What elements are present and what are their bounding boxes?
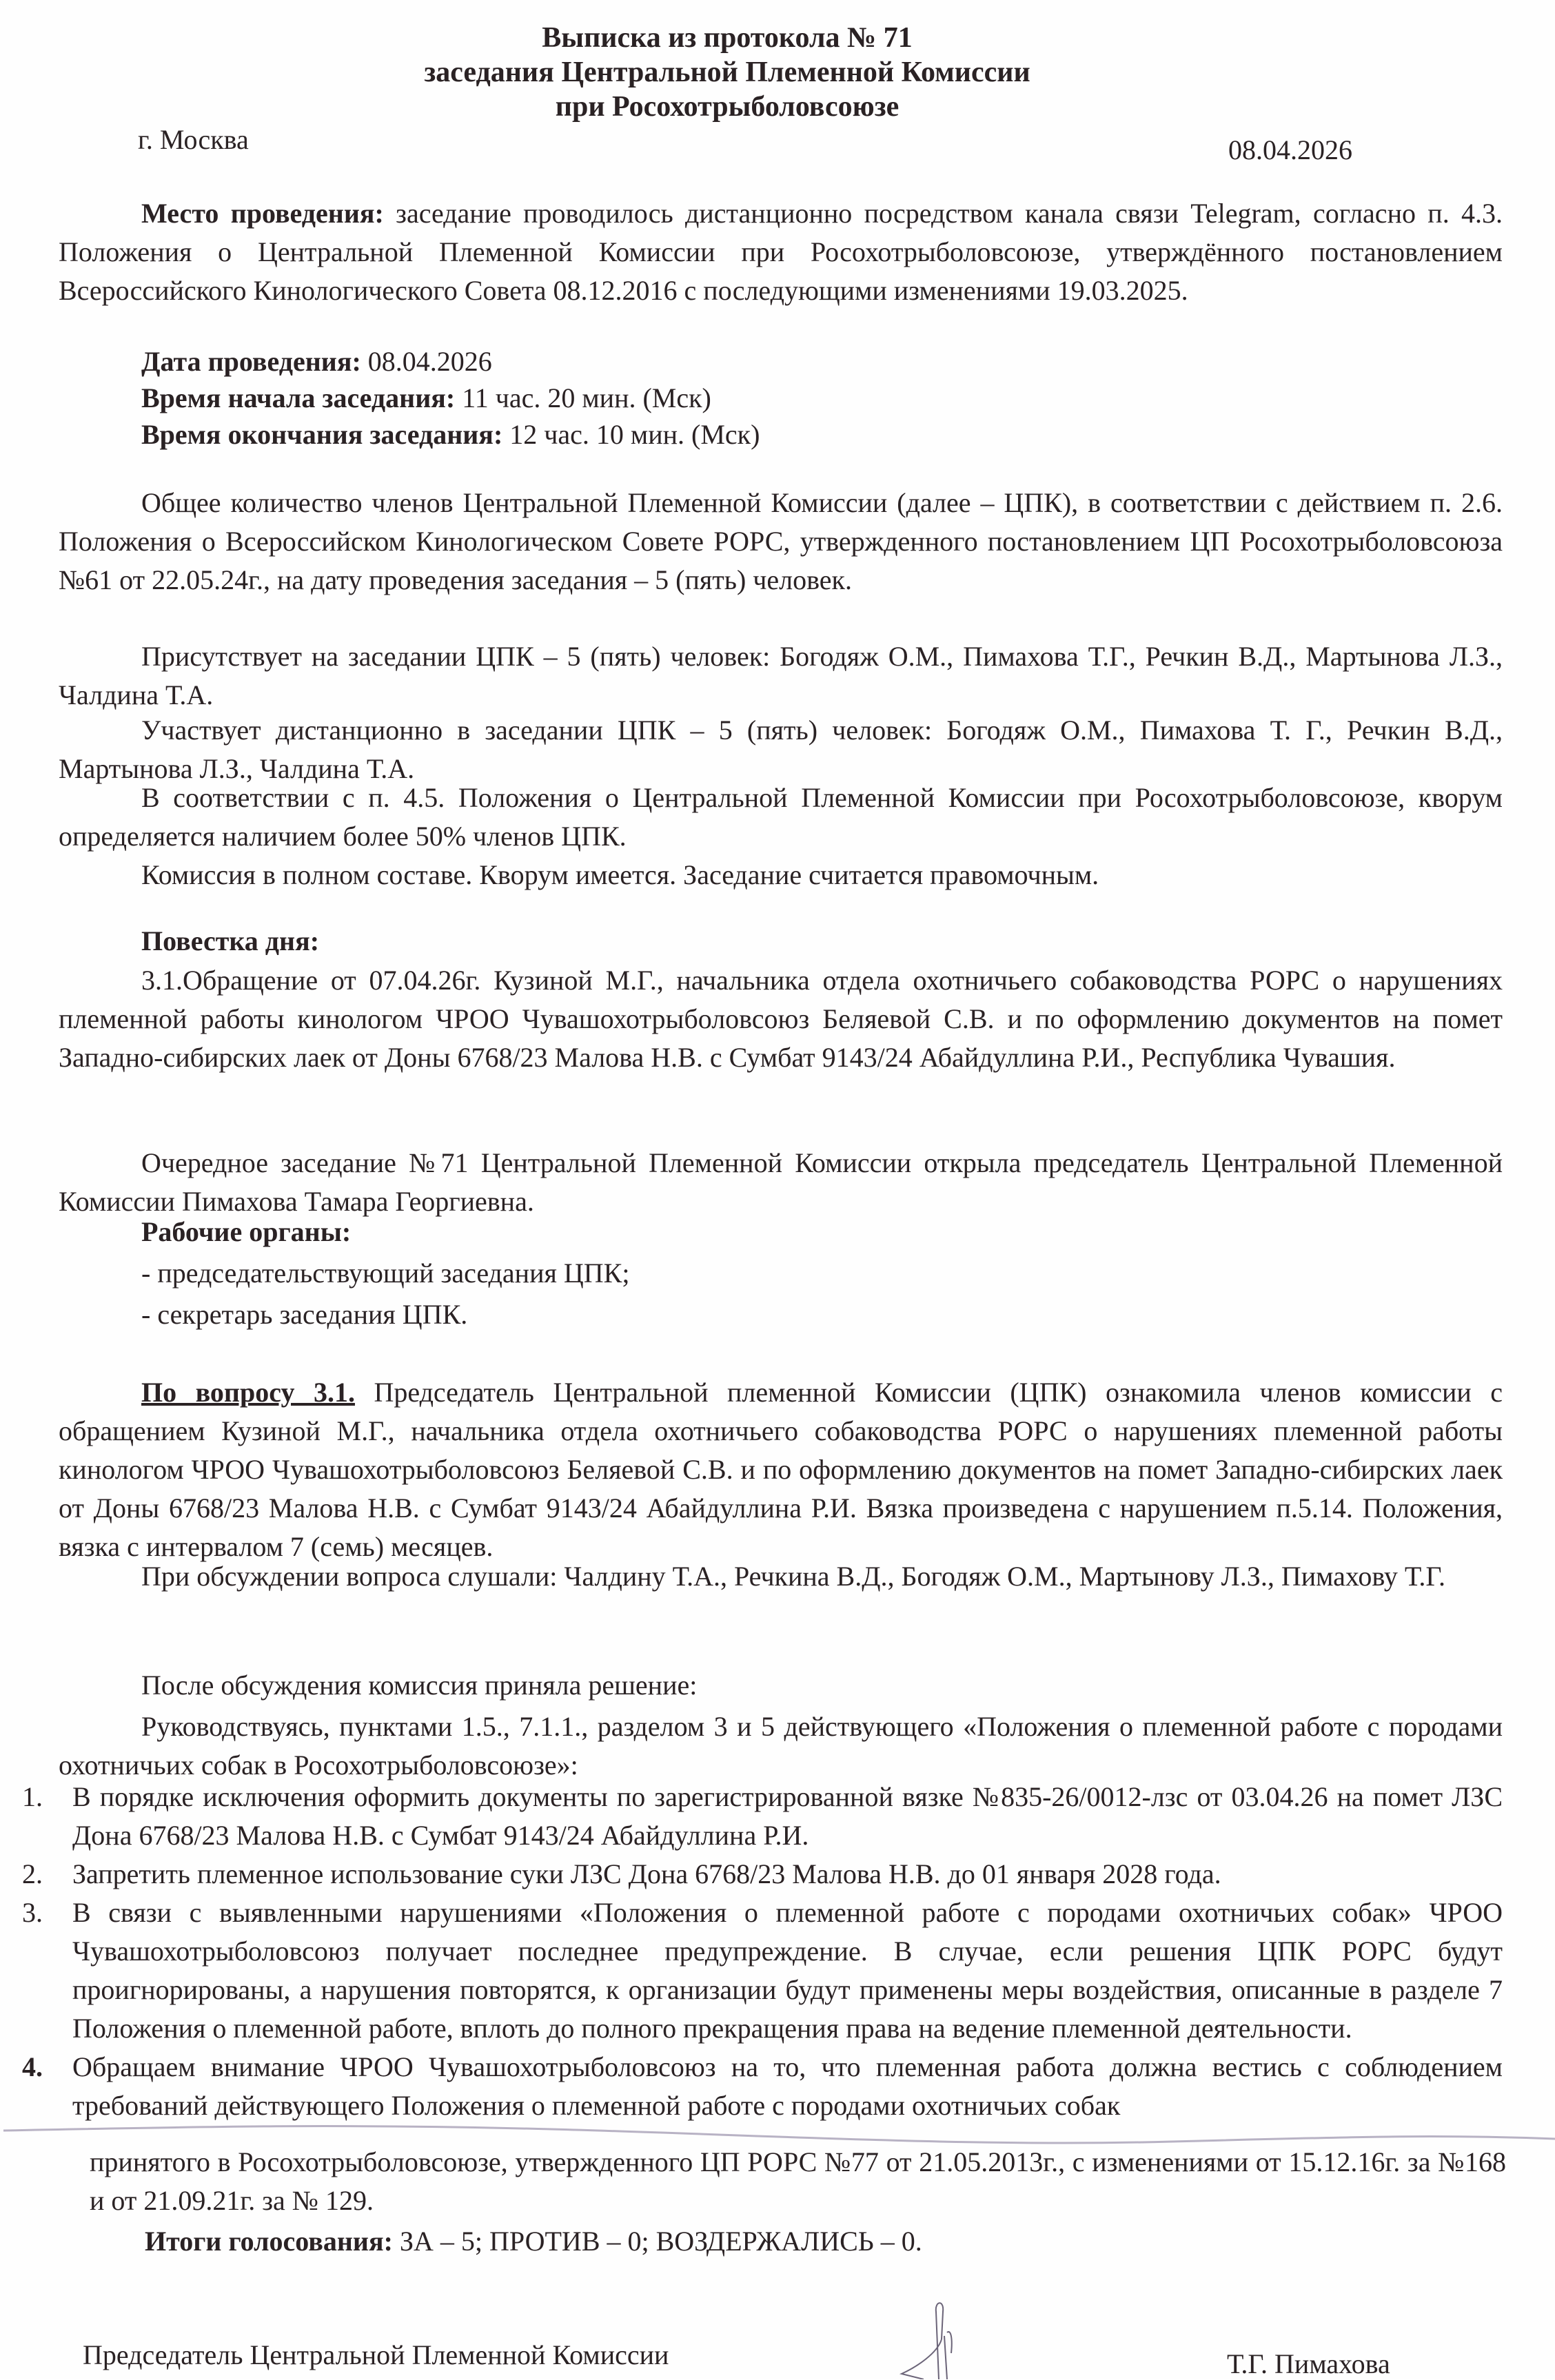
signatory-role: Председатель Центральной Племенной Комиссии <box>83 2339 669 2370</box>
title-line-1: Выписка из протокола № 71 <box>542 22 913 54</box>
working-bodies-heading <box>59 1213 1503 1251</box>
start-label: Время начала заседания: <box>141 382 456 413</box>
opening-text: Очередное заседание №71 Центральной Племенной Комиссии открыла председатель Центральной Племенной Комиссии Пимахова Тамара Георгиевна. <box>59 1147 1503 1217</box>
date-value: 08.04.2026 <box>367 346 492 377</box>
meeting-place <box>59 194 1503 310</box>
vote-label: Итоги голосования: <box>145 2226 393 2257</box>
decision-item-text: Запретить племенное использование суки ЛЗС Дона 6768/23 Малова Н.В. до 01 января 2028 года. <box>72 1858 1221 1889</box>
place-text: заседание проводилось дистанционно посредством канала связи Telegram, согласно п. 4.3. Положения о Центральной Племенной Комиссии при Росохотрыболовсоюзе, утверждённого постановлением Всероссийского Кинологического Совета 08.12.2016 с последующими изменениями 19.03.2025. <box>59 198 1503 306</box>
document-date: 08.04.2026 <box>1228 134 1352 165</box>
start-value: 11 час. 20 мин. (Мск) <box>462 382 711 413</box>
place-label: Место проведения: <box>141 198 384 229</box>
quorum-status: Комиссия в полном составе. Кворум имеется. Заседание считается правомочным. <box>141 859 1099 890</box>
working-body-2: - секретарь заседания ЦПК. <box>141 1299 468 1330</box>
decision-item-number: 4. <box>22 2051 43 2082</box>
handwritten-signature <box>896 2298 979 2379</box>
agenda-item: 3.1.Обращение от 07.04.26г. Кузиной М.Г., начальника отдела охотничьего собаководства РОРС о нарушениях племенной работы кинологом ЧРОО Чувашохотрыболовсоюз Беляевой С.В. и по оформлению документов на помет Западно-сибирских лаек от Доны 6768/23 Малова Н.В. с Сумбат 9143/24 Абайдуллина Р.И., Республика Чувашия. <box>59 965 1503 1073</box>
date-label: Дата проведения: <box>141 346 361 377</box>
title-line-2: заседания Центральной Племенной Комиссии <box>424 57 1030 88</box>
meeting-end <box>59 416 1503 454</box>
question-text: Председатель Центральной племенной Комиссии (ЦПК) ознакомила членов комиссии с обращением Кузиной М.Г., начальника отдела охотничьего собаководства РОРС о нарушениях племенной работы кинологом ЧРОО Чувашохотрыболовсоюз Беляевой С.В. и по оформлению документов на помет Западно-сибирских лаек от Доны 6768/23 Малова Н.В. с Сумбат 9143/24 Абайдуллина Р.И. Вязка произведена с нарушением п.5.14. Положения, вязка с интервалом 7 (семь) месяцев. <box>59 1377 1503 1562</box>
city: г. Москва <box>138 124 249 155</box>
meeting-start <box>59 379 1503 418</box>
vote-value: ЗА – 5; ПРОТИВ – 0; ВОЗДЕРЖАЛИСЬ – 0. <box>399 2226 922 2257</box>
decision-item-text: В связи с выявленными нарушениями «Положения о племенной работе с породами охотничьих собак» ЧРОО Чувашохотрыболовсоюз получает последнее предупреждение. В случае, если решения ЦПК РОРС будут проигнорированы, а нарушения повторятся, к организации будут применены меры воздействия, описанные в разделе 7 Положения о племенной работе, вплоть до полного прекращения права на ведение племенной деятельности. <box>72 1897 1503 2044</box>
members-count: Общее количество членов Центральной Племенной Комиссии (далее – ЦПК), в соответствии с действием п. 2.6. Положения о Всероссийском Кинологическом Совете РОРС, утвержденного постановлением ЦП Росохотрыболовсоюза №61 от 22.05.24г., на дату проведения заседания – 5 (пять) человек. <box>59 487 1503 595</box>
decision-item-4 <box>14 2048 1503 2125</box>
heard-speakers: При обсуждении вопроса слушали: Чалдину Т.А., Речкина В.Д., Богодяж О.М., Мартынову Л.З., Пимахову Т.Г. <box>141 1561 1445 1592</box>
decision-list <box>14 1778 1503 2125</box>
quorum-rule: В соответствии с п. 4.5. Положения о Центральной Племенной Комиссии при Росохотрыболовсоюзе, кворум определяется наличием более 50% членов ЦПК. <box>59 782 1503 852</box>
decision-item-3 <box>14 1894 1503 2048</box>
question-paragraph <box>59 1373 1503 1566</box>
working-bodies-label: Рабочие органы: <box>141 1216 352 1247</box>
meeting-date <box>59 342 1503 381</box>
decision-item-text: В порядке исключения оформить документы по зарегистрированной вязке №835-26/0012-лзс от 03.04.26 на помет ЛЗС Дона 6768/23 Малова Н.В. с Сумбат 9143/24 Абайдуллина Р.И. <box>72 1781 1503 1851</box>
decision-continuation: принятого в Росохотрыболовсоюзе, утвержденного ЦП РОРС №77 от 21.05.2013г., с изменениями от 15.12.16г. за №168 и от 21.09.21г. за № 129. <box>90 2146 1506 2216</box>
end-label: Время окончания заседания: <box>141 419 503 450</box>
decision-basis: Руководствуясь, пунктами 1.5., 7.1.1., разделом 3 и 5 действующего «Положения о племенной работе с породами охотничьих собак в Росохотрыболовсоюзе»: <box>59 1711 1503 1781</box>
present-members: Присутствует на заседании ЦПК – 5 (пять) человек: Богодяж О.М., Пимахова Т.Г., Речкин В.Д., Мартынова Л.З., Чалдина Т.А. <box>59 641 1503 710</box>
decision-item-number: 1. <box>22 1781 43 1812</box>
vote-results <box>62 2222 1506 2261</box>
decision-item-2 <box>14 1855 1503 1894</box>
question-label: По вопросу 3.1. <box>141 1377 355 1408</box>
signatory-name: Т.Г. Пимахова <box>1227 2348 1390 2379</box>
agenda-heading <box>59 922 1503 961</box>
decision-item-number: 3. <box>22 1897 43 1928</box>
decision-intro: После обсуждения комиссия приняла решение: <box>141 1670 698 1701</box>
end-value: 12 час. 10 мин. (Мск) <box>509 419 760 450</box>
title-line-3: при Росохотрыболовсоюзе <box>555 91 900 123</box>
decision-item-text: Обращаем внимание ЧРОО Чувашохотрыболовсоюз на то, что племенная работа должна вестись с соблюдением требований действующего Положения о племенной работе с породами охотничьих собак <box>72 2051 1503 2121</box>
decision-item-1 <box>14 1778 1503 1855</box>
decision-item-number: 2. <box>22 1858 43 1889</box>
working-body-1: - председательствующий заседания ЦПК; <box>141 1258 630 1289</box>
agenda-label: Повестка дня: <box>141 925 320 956</box>
remote-members: Участвует дистанционно в заседании ЦПК – 5 (пять) человек: Богодяж О.М., Пимахова Т. Г., Речкин В.Д., Мартынова Л.З., Чалдина Т.А. <box>59 715 1503 784</box>
